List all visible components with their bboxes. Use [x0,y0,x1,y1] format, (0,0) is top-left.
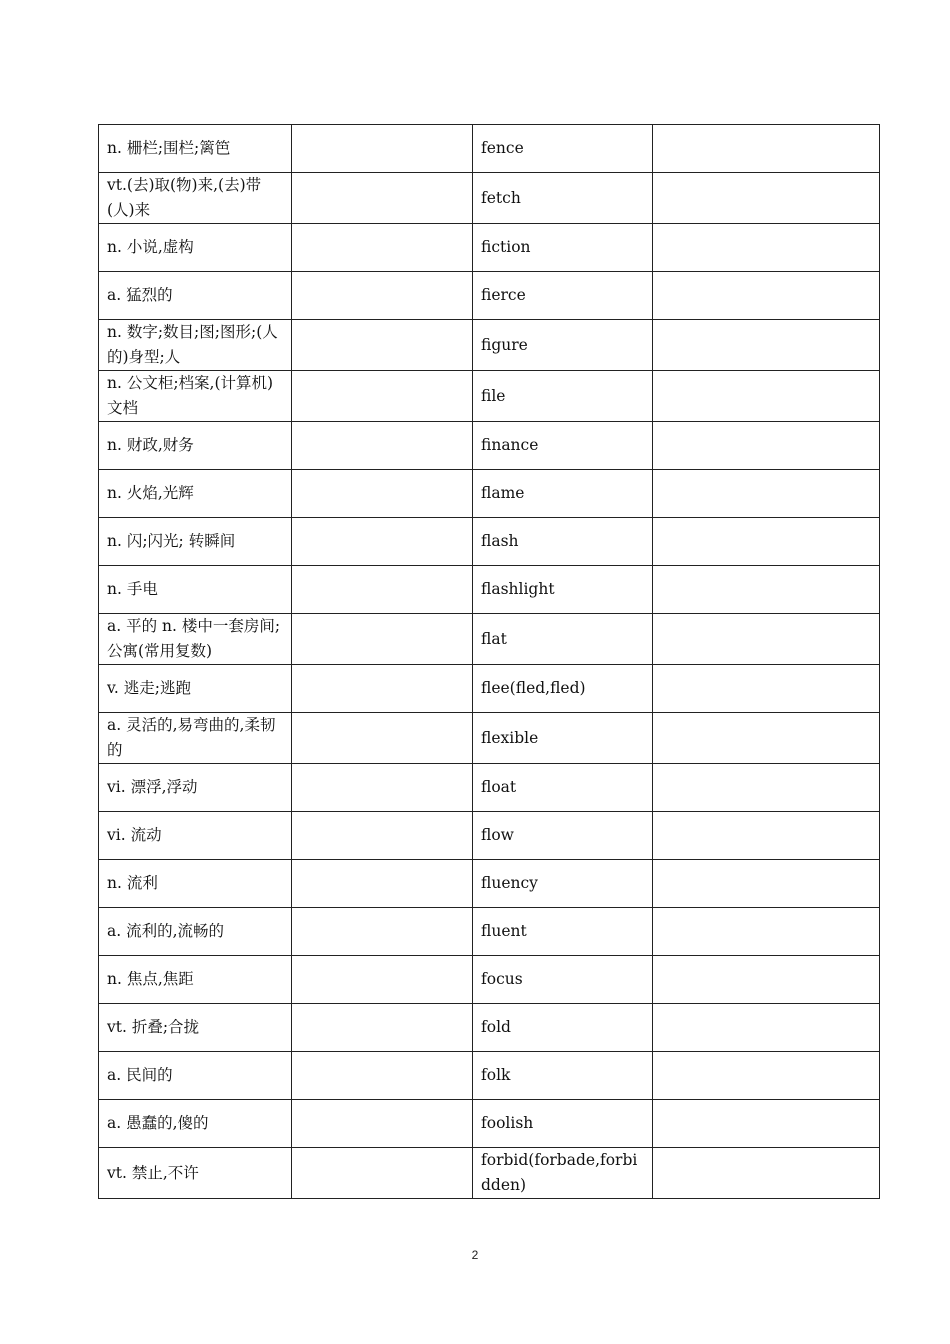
table-row [99,1148,880,1199]
table-row [99,764,880,812]
blank-answer-cell [292,665,473,713]
chinese-meaning-cell: vi. 漂浮,浮动 [99,764,292,812]
blank-answer-cell [292,224,473,272]
english-word-cell: flee(fled,fled) [473,665,653,713]
table-row [99,812,880,860]
english-word-cell: folk [473,1052,653,1100]
english-word-cell: forbid(forbade,forbidden) [473,1148,653,1199]
table-row [99,908,880,956]
blank-answer-cell [653,272,880,320]
blank-answer-cell [292,422,473,470]
chinese-meaning-cell: vt. 折叠;合拢 [99,1004,292,1052]
english-word-cell: fence [473,125,653,173]
table-row [99,272,880,320]
blank-answer-cell [292,1148,473,1199]
english-word-cell: foolish [473,1100,653,1148]
table-row [99,713,880,764]
english-word-cell: float [473,764,653,812]
english-word-cell: flash [473,518,653,566]
chinese-meaning-cell: v. 逃走;逃跑 [99,665,292,713]
chinese-meaning-cell: a. 流利的,流畅的 [99,908,292,956]
page-number: 2 [471,1248,479,1262]
chinese-meaning-cell: a. 愚蠢的,傻的 [99,1100,292,1148]
english-word-cell: flame [473,470,653,518]
table-row [99,665,880,713]
blank-answer-cell [653,764,880,812]
blank-answer-cell [653,470,880,518]
blank-answer-cell [653,860,880,908]
blank-answer-cell [292,614,473,665]
blank-answer-cell [292,566,473,614]
english-word-cell: fluency [473,860,653,908]
chinese-meaning-cell: n. 财政,财务 [99,422,292,470]
blank-answer-cell [292,125,473,173]
chinese-meaning-cell: n. 焦点,焦距 [99,956,292,1004]
blank-answer-cell [292,812,473,860]
table-row [99,860,880,908]
blank-answer-cell [653,665,880,713]
english-word-cell: fiction [473,224,653,272]
blank-answer-cell [653,125,880,173]
table-row [99,1004,880,1052]
blank-answer-cell [653,422,880,470]
blank-answer-cell [292,764,473,812]
chinese-meaning-cell: vt.(去)取(物)来,(去)带(人)来 [99,173,292,224]
table-row [99,422,880,470]
chinese-meaning-cell: a. 民间的 [99,1052,292,1100]
blank-answer-cell [292,272,473,320]
blank-answer-cell [292,320,473,371]
blank-answer-cell [653,320,880,371]
table-row [99,224,880,272]
blank-answer-cell [653,1148,880,1199]
blank-answer-cell [292,1052,473,1100]
blank-answer-cell [292,1004,473,1052]
english-word-cell: flow [473,812,653,860]
blank-answer-cell [653,713,880,764]
table-row [99,566,880,614]
blank-answer-cell [653,956,880,1004]
chinese-meaning-cell: a. 灵活的,易弯曲的,柔韧的 [99,713,292,764]
blank-answer-cell [292,173,473,224]
blank-answer-cell [292,908,473,956]
blank-answer-cell [653,908,880,956]
english-word-cell: file [473,371,653,422]
blank-answer-cell [653,812,880,860]
blank-answer-cell [653,1100,880,1148]
blank-answer-cell [653,614,880,665]
blank-answer-cell [653,566,880,614]
english-word-cell: focus [473,956,653,1004]
blank-answer-cell [653,371,880,422]
english-word-cell: figure [473,320,653,371]
chinese-meaning-cell: n. 手电 [99,566,292,614]
chinese-meaning-cell: n. 闪;闪光; 转瞬间 [99,518,292,566]
vocabulary-table [98,124,880,1199]
chinese-meaning-cell: n. 小说,虚构 [99,224,292,272]
chinese-meaning-cell: a. 平的 n. 楼中一套房间;公寓(常用复数) [99,614,292,665]
blank-answer-cell [292,371,473,422]
blank-answer-cell [292,860,473,908]
blank-answer-cell [292,470,473,518]
blank-answer-cell [653,518,880,566]
table-row [99,173,880,224]
chinese-meaning-cell: n. 公文柜;档案,(计算机)文档 [99,371,292,422]
english-word-cell: fetch [473,173,653,224]
table-row [99,371,880,422]
chinese-meaning-cell: n. 栅栏;围栏;篱笆 [99,125,292,173]
english-word-cell: flashlight [473,566,653,614]
table-row [99,614,880,665]
blank-answer-cell [653,1004,880,1052]
table-row [99,956,880,1004]
blank-answer-cell [292,1100,473,1148]
blank-answer-cell [653,1052,880,1100]
chinese-meaning-cell: a. 猛烈的 [99,272,292,320]
table-row [99,470,880,518]
english-word-cell: fluent [473,908,653,956]
chinese-meaning-cell: n. 火焰,光辉 [99,470,292,518]
chinese-meaning-cell: vt. 禁止,不许 [99,1148,292,1199]
english-word-cell: finance [473,422,653,470]
english-word-cell: flexible [473,713,653,764]
blank-answer-cell [292,713,473,764]
chinese-meaning-cell: n. 数字;数目;图;图形;(人的)身型;人 [99,320,292,371]
blank-answer-cell [292,518,473,566]
table-row [99,125,880,173]
table-row [99,320,880,371]
english-word-cell: flat [473,614,653,665]
english-word-cell: fierce [473,272,653,320]
blank-answer-cell [653,173,880,224]
blank-answer-cell [292,956,473,1004]
english-word-cell: fold [473,1004,653,1052]
table-row [99,518,880,566]
chinese-meaning-cell: n. 流利 [99,860,292,908]
chinese-meaning-cell: vi. 流动 [99,812,292,860]
table-row [99,1100,880,1148]
table-row [99,1052,880,1100]
blank-answer-cell [653,224,880,272]
